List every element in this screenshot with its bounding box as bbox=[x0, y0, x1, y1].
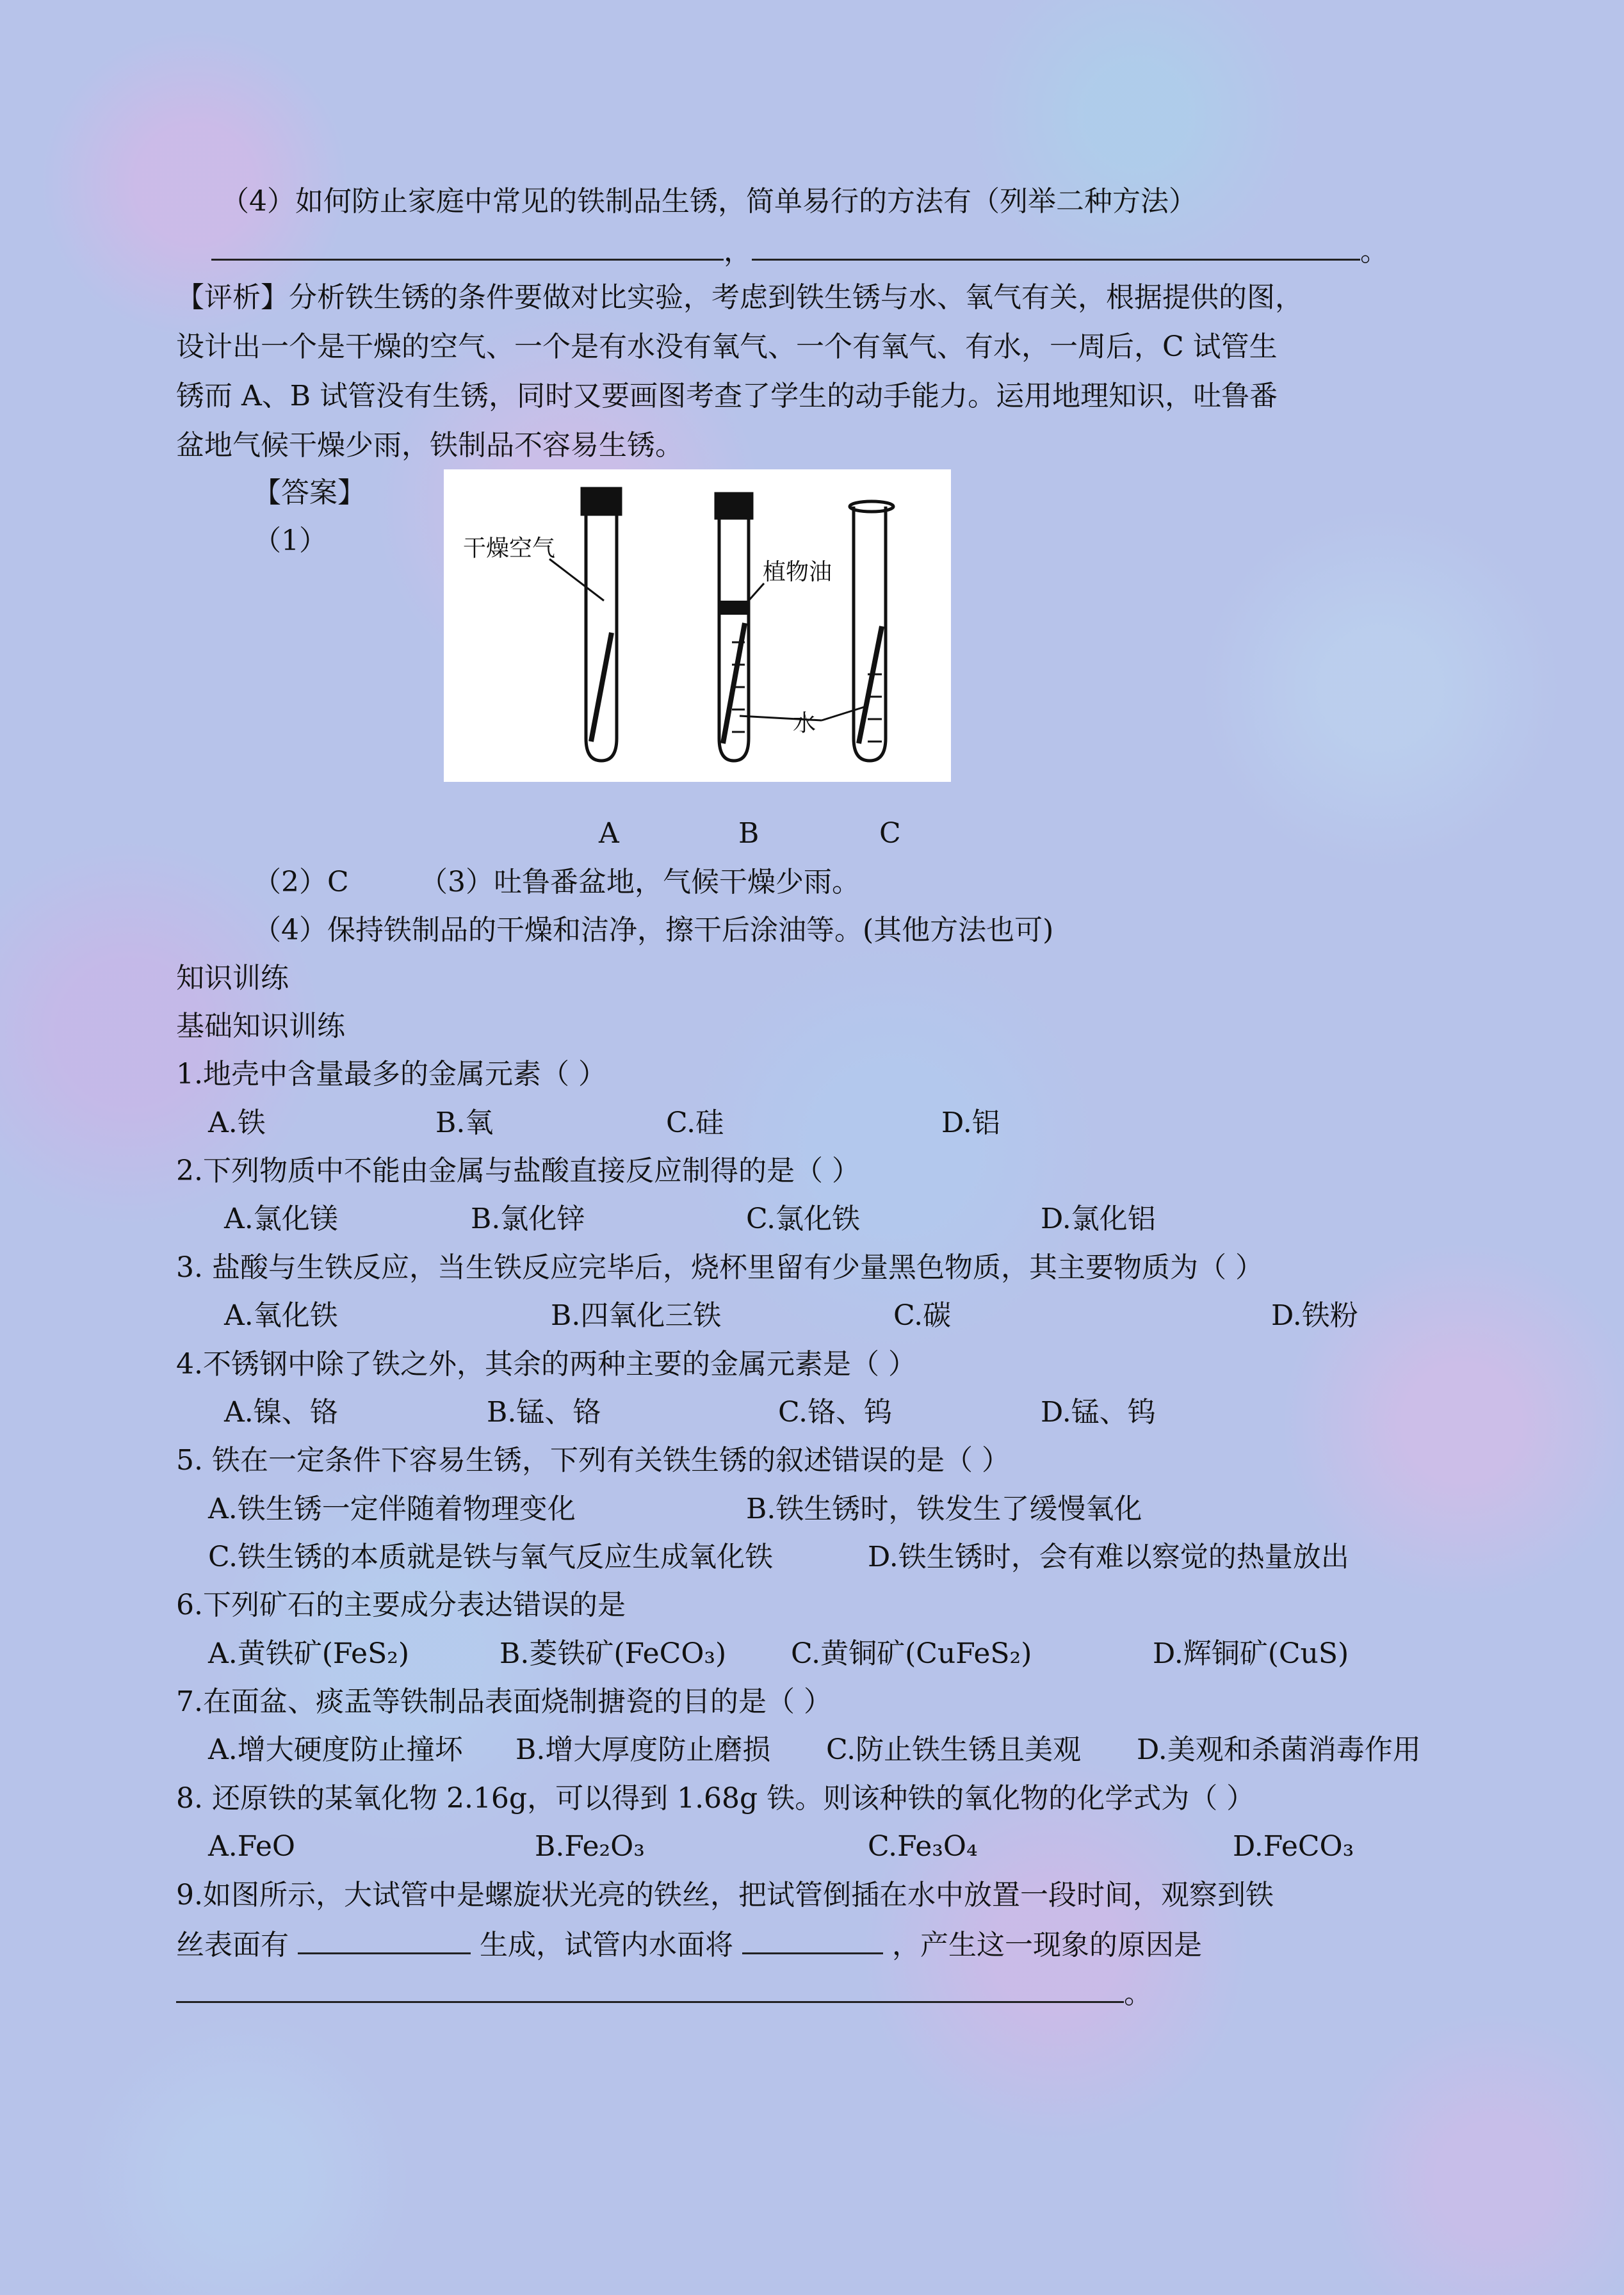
q5-option-d[interactable]: D.铁生锈时，会有难以察觉的热量放出 bbox=[868, 1541, 1349, 1573]
q9-blank-2[interactable] bbox=[742, 1924, 883, 1954]
q7-stem: 7.在面盆、痰盂等铁制品表面烧制搪瓷的目的是（ ） bbox=[176, 1685, 832, 1718]
q8-option-d[interactable]: D.FeCO₃ bbox=[1233, 1830, 1354, 1863]
answer-part2: （2）C bbox=[253, 866, 349, 898]
q5-stem: 5. 铁在一定条件下容易生锈，下列有关铁生锈的叙述错误的是（ ） bbox=[176, 1444, 1010, 1477]
answer-part4: （4）保持铁制品的干燥和洁净，擦干后涂油等。(其他方法也可) bbox=[253, 914, 1054, 946]
answer-part1: （1） bbox=[253, 524, 327, 557]
label-veg-oil: 植物油 bbox=[763, 559, 832, 585]
tube-b-oil-layer bbox=[719, 601, 749, 615]
test-tube-figure bbox=[444, 469, 951, 782]
q4-option-d[interactable]: D.锰、钨 bbox=[1041, 1396, 1156, 1429]
q4-prompt: （4）如何防止家庭中常见的铁制品生锈，简单易行的方法有（列举二种方法） bbox=[221, 185, 1197, 218]
q9-line1: 9.如图所示，大试管中是螺旋状光亮的铁丝，把试管倒插在水中放置一段时间，观察到铁 bbox=[176, 1879, 1274, 1911]
q1-option-c[interactable]: C.硅 bbox=[666, 1107, 724, 1139]
q2-option-d[interactable]: D.氯化铝 bbox=[1041, 1203, 1156, 1235]
q1-stem: 1.地壳中含量最多的金属元素（ ） bbox=[176, 1058, 606, 1091]
label-dry-air: 干燥空气 bbox=[463, 535, 556, 562]
q4-option-b[interactable]: B.锰、铬 bbox=[487, 1396, 601, 1429]
q6-option-d[interactable]: D.辉铜矿(CuS) bbox=[1153, 1637, 1349, 1670]
q3-option-c[interactable]: C.碳 bbox=[893, 1299, 952, 1332]
tube-b-stopper bbox=[716, 494, 752, 518]
q9-line2: 丝表面有 生成，试管内水面将 ，产生这一现象的原因是 bbox=[176, 1924, 1202, 1965]
q7-option-a[interactable]: A.增大硬度防止撞坏 bbox=[208, 1733, 463, 1766]
q4-answer-line: ， 。 bbox=[211, 231, 1388, 271]
tube-label-b: B bbox=[738, 817, 759, 850]
leader-dry-air bbox=[549, 559, 604, 601]
blank-2[interactable] bbox=[752, 231, 1360, 261]
q9-blank-3[interactable] bbox=[176, 1973, 1124, 2003]
q1-option-a[interactable]: A.铁 bbox=[208, 1107, 266, 1139]
q6-option-c[interactable]: C.黄铜矿(CuFeS₂) bbox=[791, 1637, 1032, 1670]
q5-option-c[interactable]: C.铁生锈的本质就是铁与氧气反应生成氧化铁 bbox=[208, 1541, 774, 1573]
section-basic-training: 基础知识训练 bbox=[176, 1010, 345, 1042]
tube-label-a: A bbox=[599, 817, 619, 850]
q9-line3: 。 bbox=[176, 1973, 1152, 2013]
q2-stem: 2.下列物质中不能由金属与盐酸直接反应制得的是（ ） bbox=[176, 1155, 860, 1187]
q8-stem: 8. 还原铁的某氧化物 2.16g，可以得到 1.68g 铁。则该种铁的氧化物的化学式为（ ） bbox=[176, 1782, 1255, 1815]
analysis-line-4: 盆地气候干燥少雨，铁制品不容易生锈。 bbox=[176, 429, 683, 462]
q3-stem: 3. 盐酸与生铁反应，当生铁反应完毕后，烧杯里留有少量黑色物质，其主要物质为（ ） bbox=[176, 1251, 1263, 1284]
q7-option-d[interactable]: D.美观和杀菌消毒作用 bbox=[1137, 1733, 1421, 1766]
analysis-line-1: 【评析】分析铁生锈的条件要做对比实验，考虑到铁生锈与水、氧气有关，根据提供的图， bbox=[176, 281, 1303, 314]
q7-option-b[interactable]: B.增大厚度防止磨损 bbox=[516, 1733, 771, 1766]
q3-option-d[interactable]: D.铁粉 bbox=[1271, 1299, 1358, 1332]
tube-a-nail bbox=[591, 633, 612, 742]
q5-option-a[interactable]: A.铁生锈一定伴随着物理变化 bbox=[208, 1493, 576, 1525]
q1-option-d[interactable]: D.铝 bbox=[941, 1107, 1000, 1139]
test-tubes-diagram bbox=[444, 469, 951, 782]
q2-option-c[interactable]: C.氯化铁 bbox=[746, 1203, 861, 1235]
section-knowledge-training: 知识训练 bbox=[176, 962, 289, 994]
q3-option-b[interactable]: B.四氧化三铁 bbox=[551, 1299, 722, 1332]
leader-water-c bbox=[822, 706, 866, 720]
q1-option-b[interactable]: B.氧 bbox=[435, 1107, 494, 1139]
q9-blank-1[interactable] bbox=[298, 1924, 471, 1954]
q2-option-a[interactable]: A.氯化镁 bbox=[224, 1203, 338, 1235]
blank-1[interactable] bbox=[211, 231, 724, 261]
leader-veg-oil bbox=[749, 583, 764, 601]
q8-option-a[interactable]: A.FeO bbox=[208, 1830, 295, 1863]
q8-option-c[interactable]: C.Fe₃O₄ bbox=[868, 1830, 978, 1863]
q6-option-b[interactable]: B.菱铁矿(FeCO₃) bbox=[499, 1637, 727, 1670]
tube-label-c: C bbox=[879, 817, 901, 850]
q6-option-a[interactable]: A.黄铁矿(FeS₂) bbox=[208, 1637, 410, 1670]
analysis-line-3: 锈而 A、B 试管没有生锈，同时又要画图考查了学生的动手能力。运用地理知识，吐鲁番 bbox=[176, 380, 1278, 412]
q4-option-a[interactable]: A.镍、铬 bbox=[224, 1396, 338, 1429]
label-water: 水 bbox=[793, 710, 816, 736]
tube-b-nail bbox=[723, 623, 745, 743]
q4-stem: 4.不锈钢中除了铁之外，其余的两种主要的金属元素是（ ） bbox=[176, 1348, 916, 1381]
q2-option-b[interactable]: B.氯化锌 bbox=[471, 1203, 585, 1235]
q8-option-b[interactable]: B.Fe₂O₃ bbox=[535, 1830, 645, 1863]
q6-stem: 6.下列矿石的主要成分表达错误的是 bbox=[176, 1589, 626, 1621]
analysis-line-2: 设计出一个是干燥的空气、一个是有水没有氧气、一个有氧气、有水，一周后，C 试管生 bbox=[176, 330, 1278, 363]
q5-option-b[interactable]: B.铁生锈时，铁发生了缓慢氧化 bbox=[746, 1493, 1142, 1525]
q3-option-a[interactable]: A.氧化铁 bbox=[224, 1299, 338, 1332]
answer-heading: 【答案】 bbox=[253, 476, 366, 509]
tube-a-stopper bbox=[582, 489, 621, 514]
answer-part3: （3）吐鲁番盆地，气候干燥少雨。 bbox=[419, 866, 860, 898]
tube-c-nail bbox=[859, 626, 882, 743]
q7-option-c[interactable]: C.防止铁生锈且美观 bbox=[826, 1733, 1082, 1766]
q4-option-c[interactable]: C.铬、钨 bbox=[778, 1396, 893, 1429]
